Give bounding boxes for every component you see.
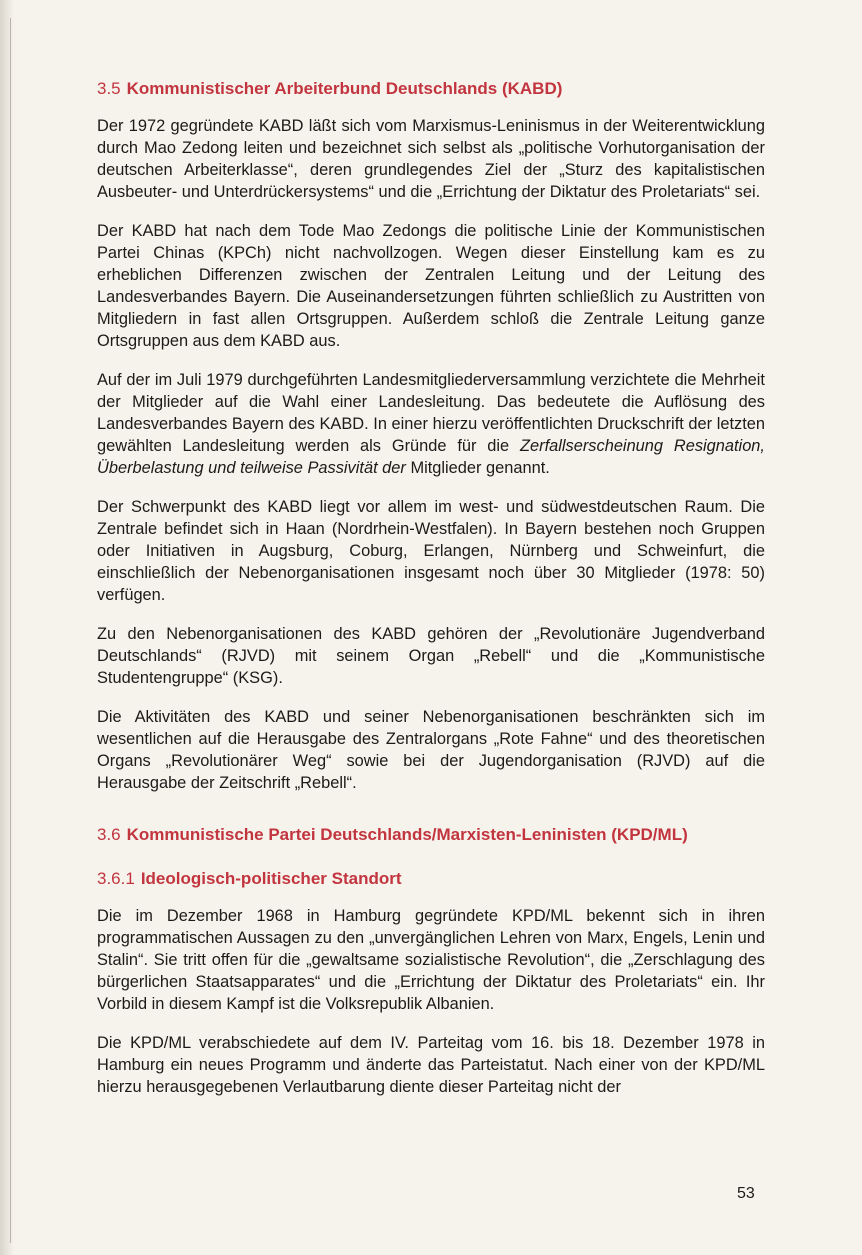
page-number: 53 [737, 1185, 755, 1202]
paragraph-text: Mitglieder genannt. [410, 459, 550, 477]
page-border-line [10, 18, 11, 1243]
document-page [97, 78, 765, 1098]
paragraph: Zu den Nebenorganisationen des KABD gehören der „Revolutionäre Jugendverband Deutschlands“ (RJVD) mit seinem Organ „Rebell“ und die „Kommunistische Studentengruppe“ (KSG). [97, 625, 765, 687]
paragraph: Die Aktivitäten des KABD und seiner Nebenorganisationen beschränkten sich im wesentlichen auf die Herausgabe des Zentralorgans „Rote Fahne“ und des theoretischen Organs „Revolutionärer Weg“ sowie bei der Jugendorganisation (RJVD) auf die Herausgabe der Zeitschrift „Rebell“. [97, 708, 765, 792]
paragraph: Der KABD hat nach dem Tode Mao Zedongs die politische Linie der Kommunistischen Partei Chinas (KPCh) nicht nachvollzogen. Wegen dieser Einstellung kam es zu erheblichen Differenzen zwischen der Zentralen Leitung und der Leitung des Landesverbandes Bayern. Die Auseinandersetzungen führten schließlich zu Austritten von Mitgliedern in fast allen Ortsgruppen. Außerdem schloß die Zentrale Leitung ganze Ortsgruppen aus dem KABD aus. [97, 222, 765, 350]
section-number: 3.6 [97, 825, 121, 844]
subsection-number: 3.6.1 [97, 869, 135, 888]
paragraph: Der Schwerpunkt des KABD liegt vor allem im west- und südwestdeutschen Raum. Die Zentrale befindet sich in Haan (Nordrhein-Westfalen). In Bayern bestehen noch Gruppen oder Initiativen in Augsburg, Coburg, Erlangen, Nürnberg und Schweinfurt, die einschließlich der Nebenorganisationen insgesamt noch über 30 Mitglieder (1978: 50) verfügen. [97, 498, 765, 604]
subsection-title: Ideologisch-politischer Standort [140, 869, 402, 888]
section-title: Kommunistischer Arbeiterbund Deutschlands (KABD) [126, 79, 563, 98]
section-number: 3.5 [97, 79, 121, 98]
subsection-heading-3-6-1 [97, 868, 765, 890]
paragraph-with-italic [97, 369, 765, 479]
page-edge-shadow [0, 0, 14, 1255]
paragraph-text: Auf der im Juli 1979 durchgeführten Landesmitgliederversammlung verzichtete die Mehrheit der Mitglieder auf die Wahl einer Landesleitung. Das bedeutete die Auflösung des Landesverbandes Bayern des KABD. In einer hierzu veröffentlichten Druckschrift der letzten gewählten Landesleitung werden als Gründe für die [97, 371, 765, 455]
paragraph: Die KPD/ML verabschiedete auf dem IV. Parteitag vom 16. bis 18. Dezember 1978 in Hamburg ein neues Programm und änderte das Parteistatut. Nach einer von der KPD/ML hierzu herausgegebenen Verlautbarung diente dieser Parteitag nicht der [97, 1034, 765, 1096]
section-heading-3-5 [97, 78, 765, 100]
paragraph: Der 1972 gegründete KABD läßt sich vom Marxismus-Leninismus in der Weiterentwicklung durch Mao Zedong leiten und bezeichnet sich selbst als „politische Vorhutorganisation der deutschen Arbeiterklasse“, deren grundlegendes Ziel der „Sturz des kapitalistischen Ausbeuter- und Unterdrückersystems“ und die „Errichtung der Diktatur des Proletariats“ sei. [97, 117, 765, 201]
italic-phrase: Zerfallserscheinung Resignation, Überbelastung und teilweise Passivität der [97, 437, 765, 477]
section-title: Kommunistische Partei Deutschlands/Marxisten-Leninisten (KPD/ML) [126, 825, 688, 844]
section-heading-3-6 [97, 824, 765, 846]
paragraph: Die im Dezember 1968 in Hamburg gegründete KPD/ML bekennt sich in ihren programmatischen Aussagen zu den „unvergänglichen Lehren von Marx, Engels, Lenin und Stalin“. Sie tritt offen für die „gewaltsame sozialistische Revolution“, die „Zerschlagung des bürgerlichen Staatsapparates“ und die „Errichtung der Diktatur des Proletariats“ ein. Ihr Vorbild in diesem Kampf ist die Volksrepublik Albanien. [97, 907, 765, 1013]
